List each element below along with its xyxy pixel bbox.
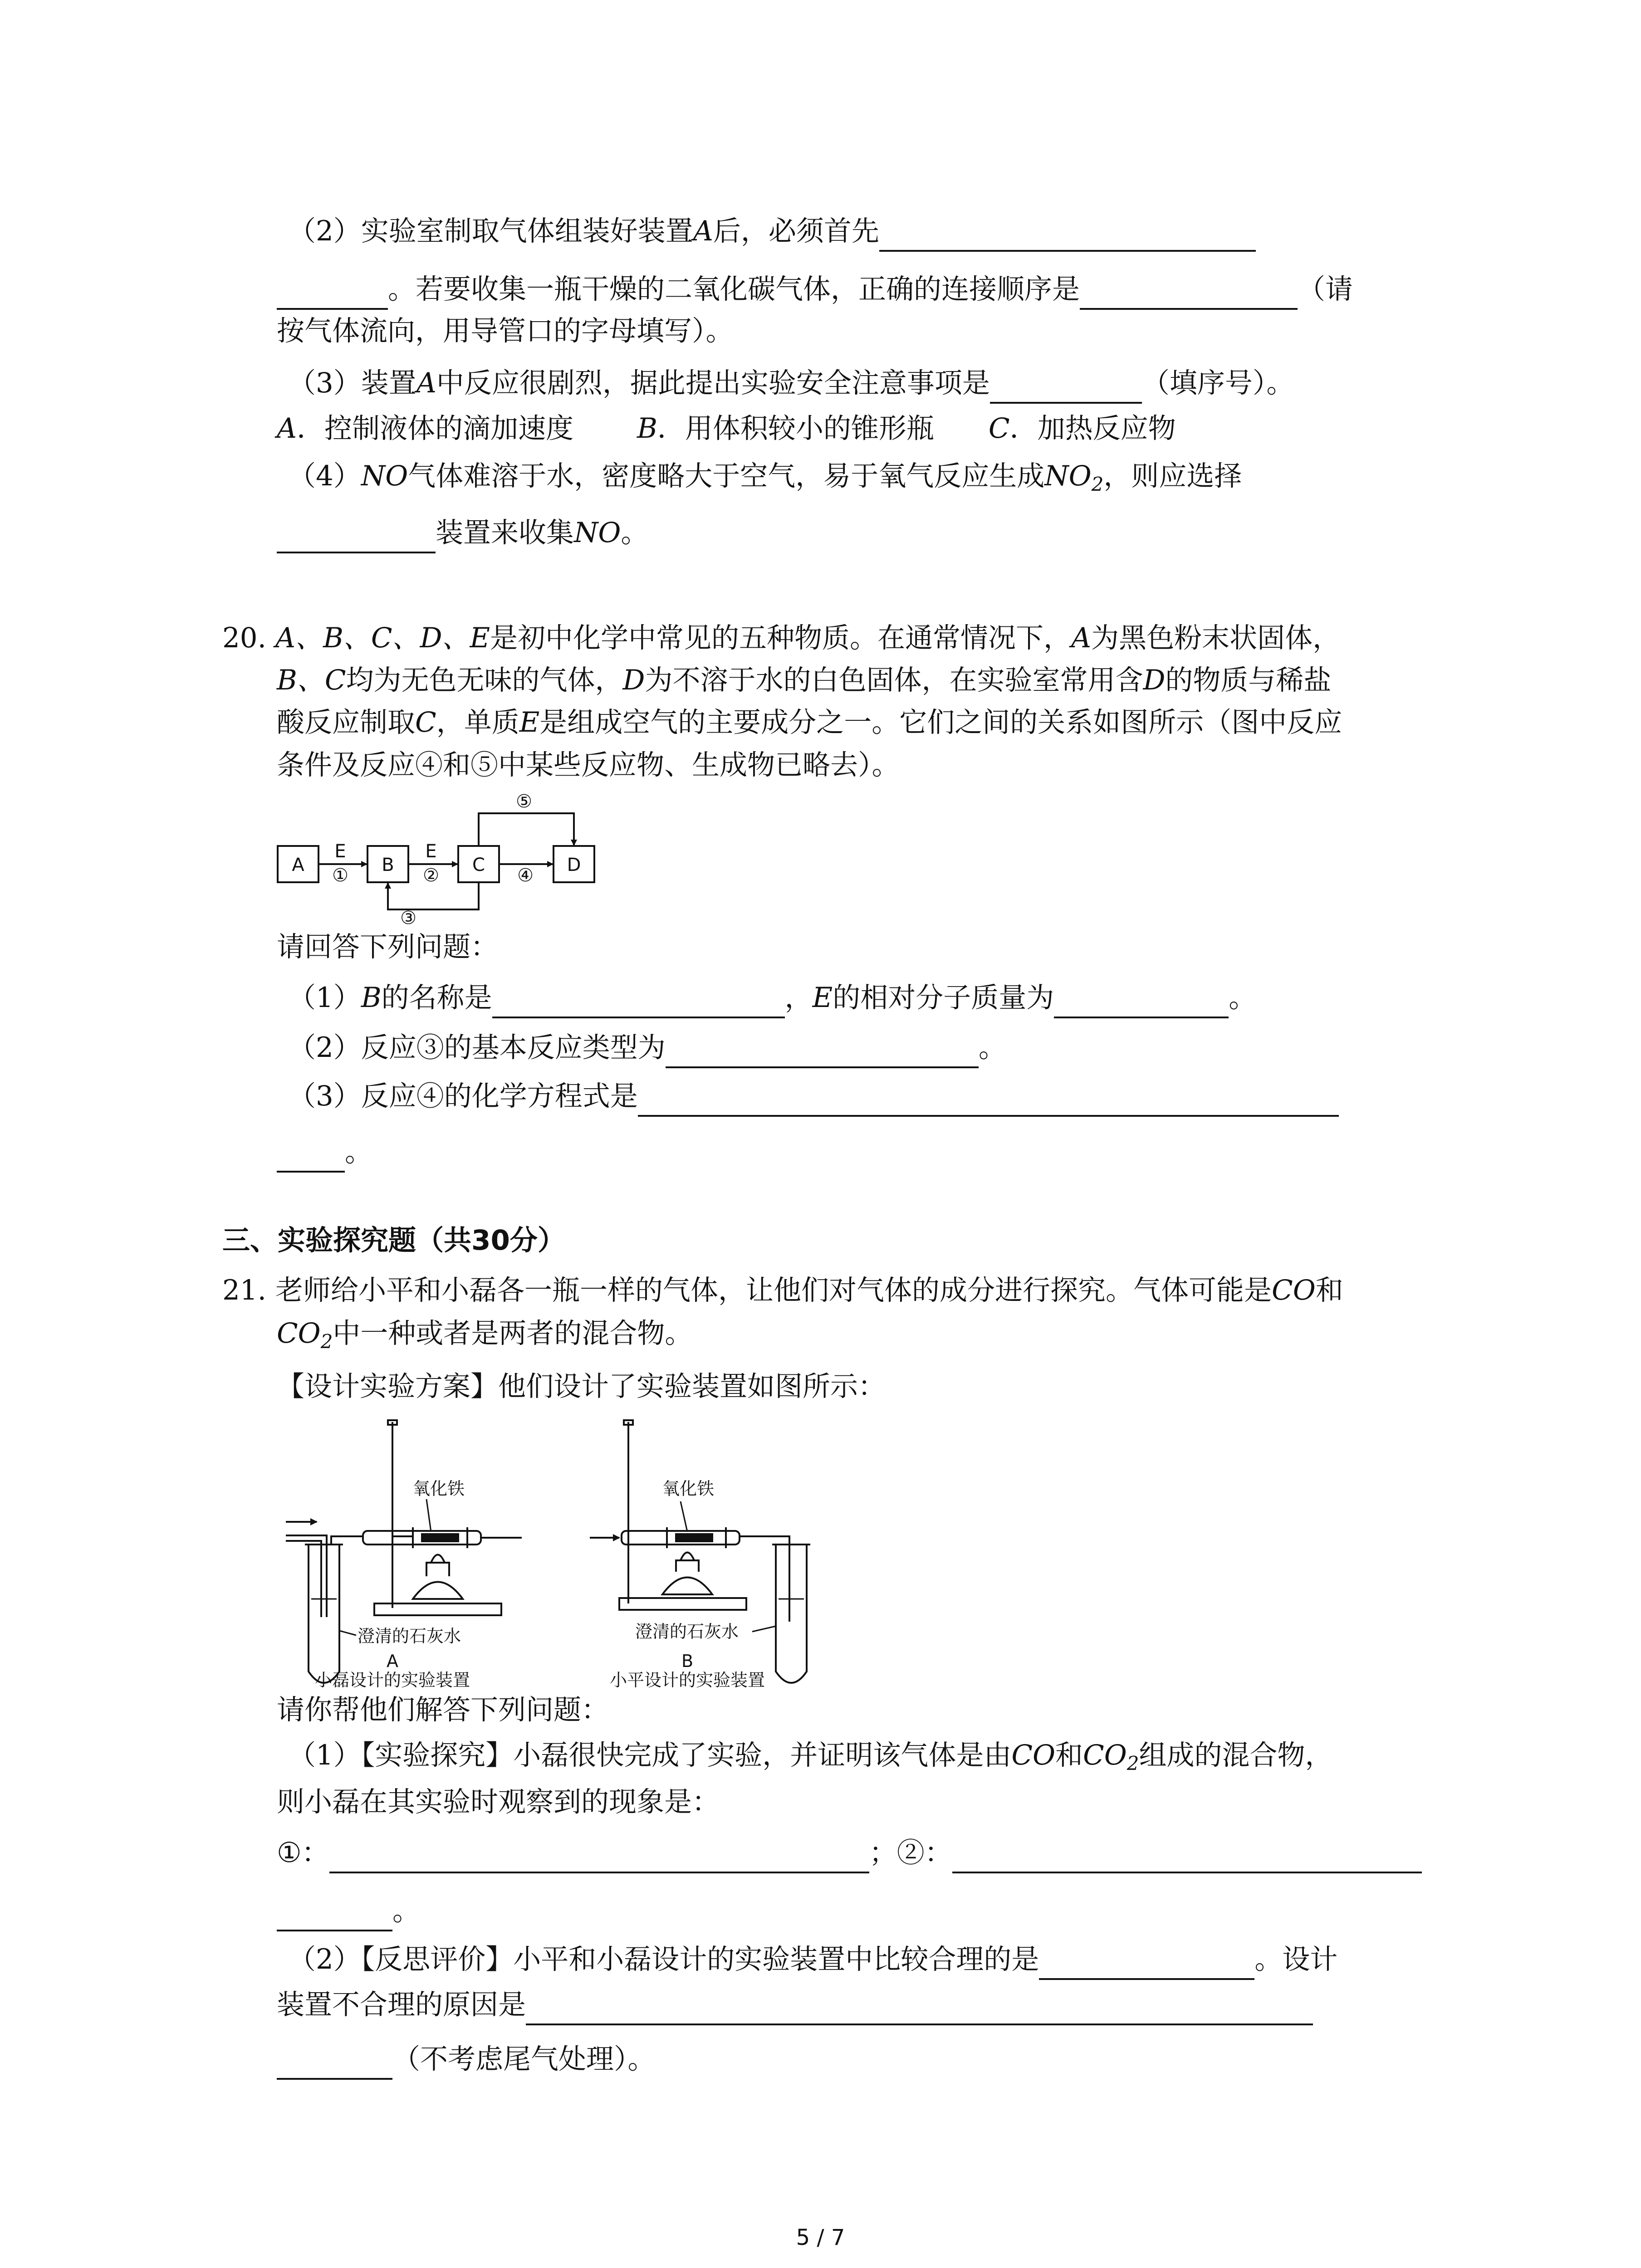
reaction-1-label: ①: [332, 865, 348, 886]
q19-part2-line2: 。若要收集一瓶干燥的二氧化碳气体，正确的连接顺序是 （请: [277, 269, 1353, 310]
arrow-e2-label: E: [425, 841, 437, 862]
q19-part2-line3: 按气体流向，用导管口的字母填写）。: [277, 315, 734, 347]
blank-q21-1c[interactable]: [277, 1901, 392, 1931]
reaction-3-label: ③: [400, 908, 416, 928]
reaction-5-label: ⑤: [516, 792, 532, 812]
q21-sub1-line4: 。: [277, 1891, 420, 1931]
box-a-label: A: [292, 855, 304, 875]
blank-q20-3a[interactable]: [638, 1086, 1339, 1117]
blank-q19-3[interactable]: [990, 373, 1142, 404]
q21-line1: 21. 老师给小平和小磊各一瓶一样的气体，让他们对气体的成分进行探究。气体可能是CO和: [222, 1274, 1343, 1306]
page-number: 5 / 7: [796, 2225, 845, 2250]
label-lime-water-a: 澄清的石灰水: [358, 1626, 461, 1646]
blank-q21-2b[interactable]: [526, 1994, 1313, 2025]
label-oxide-b: 氧化铁: [662, 1479, 715, 1499]
q21-design: 【设计实验方案】他们设计了实验装置如图所示：: [277, 1370, 886, 1403]
box-c-label: C: [472, 855, 485, 875]
reaction-4-label: ④: [517, 865, 534, 886]
q20-relationship-diagram: [272, 792, 617, 928]
arrow-e1-label: E: [334, 841, 346, 862]
blank-q20-1b[interactable]: [1054, 987, 1229, 1018]
q19-options: A．控制液体的滴加速度 B．用体积较小的锥形瓶 C．加热反应物: [277, 412, 1176, 445]
label-lime-water-b: 澄清的石灰水: [635, 1622, 739, 1642]
blank-q19-2b[interactable]: [277, 279, 388, 310]
blank-q21-2c[interactable]: [277, 2049, 392, 2080]
blank-q20-3b[interactable]: [277, 1142, 345, 1173]
q21-line2: $CO_2$中一种或者是两者的混合物。: [277, 1317, 693, 1353]
q20-sub2: （2）反应③的基本反应类型为 。: [288, 1027, 1006, 1068]
label-apparatus-a: A: [387, 1651, 398, 1671]
q21-sub1-line1: （1）【实验探究】小磊很快完成了实验，并证明该气体是由CO和$CO_2$组成的混合物，: [288, 1739, 1333, 1774]
q20-sub1: （1）B的名称是 ，E的相对分子质量为 。: [288, 978, 1256, 1018]
blank-q20-1a[interactable]: [492, 987, 785, 1018]
q20-sub3: （3）反应④的化学方程式是: [288, 1076, 1339, 1117]
box-b-label: B: [382, 855, 394, 875]
q19-part4-line2: 装置来收集NO。: [277, 513, 648, 553]
q20-prompt: 请回答下列问题：: [277, 931, 499, 963]
blank-q19-2c[interactable]: [1080, 279, 1298, 310]
q20-line3: 酸反应制取C，单质E是组成空气的主要成分之一。它们之间的关系如图所示（图中反应: [277, 706, 1342, 738]
q19-part3: （3）装置A中反应很剧烈，据此提出实验安全注意事项是 （填序号）。: [288, 363, 1294, 404]
q21-sub2-line3: （不考虑尾气处理）。: [277, 2039, 656, 2080]
q19-part4-line1: （4）NO气体难溶于水，密度略大于空气，易于氧气反应生成$NO_2$，则应选择: [288, 460, 1242, 495]
box-d-label: D: [567, 855, 581, 875]
caption-apparatus-a: 小磊设计的实验装置: [314, 1670, 470, 1690]
q20-line4: 条件及反应④和⑤中某些反应物、生成物已略去）。: [277, 749, 900, 781]
q21-sub1-line3: ①： ；②：: [277, 1833, 1422, 1873]
q21-sub2-line1: （2）【反思评价】小平和小磊设计的实验装置中比较合理的是 。设计: [288, 1939, 1337, 1980]
caption-apparatus-b: 小平设计的实验装置: [609, 1670, 765, 1690]
q21-help: 请你帮他们解答下列问题：: [277, 1694, 609, 1726]
q20-sub3-line2: 。: [277, 1132, 372, 1173]
blank-q21-1b[interactable]: [952, 1843, 1422, 1873]
blank-q19-4[interactable]: [277, 523, 436, 553]
reaction-2-label: ②: [423, 865, 439, 886]
section-title: 三、实验探究题（共30分）: [222, 1224, 565, 1256]
blank-q20-2[interactable]: [666, 1037, 979, 1068]
q21-sub2-line2: 装置不合理的原因是: [277, 1984, 1313, 2025]
blank-q19-2a[interactable]: [879, 221, 1256, 252]
blank-q21-2a[interactable]: [1039, 1949, 1254, 1980]
q21-apparatus-figure: [277, 1408, 812, 1694]
blank-q21-1a[interactable]: [329, 1843, 869, 1873]
q20-line2: B、C均为无色无味的气体，D为不溶于水的白色固体，在实验室常用含D的物质与稀盐: [277, 664, 1332, 696]
label-oxide-a: 氧化铁: [413, 1479, 465, 1499]
apparatus-b: [590, 1420, 810, 1683]
q20-line1: 20. A、B、C、D、E是初中化学中常见的五种物质。在通常情况下，A为黑色粉末状固体，: [222, 622, 1341, 654]
label-apparatus-b: B: [681, 1651, 694, 1671]
q19-part2-line1: （2）实验室制取气体组装好装置A后，必须首先: [288, 211, 1256, 252]
q21-sub1-line2: 则小磊在其实验时观察到的现象是：: [277, 1786, 720, 1818]
